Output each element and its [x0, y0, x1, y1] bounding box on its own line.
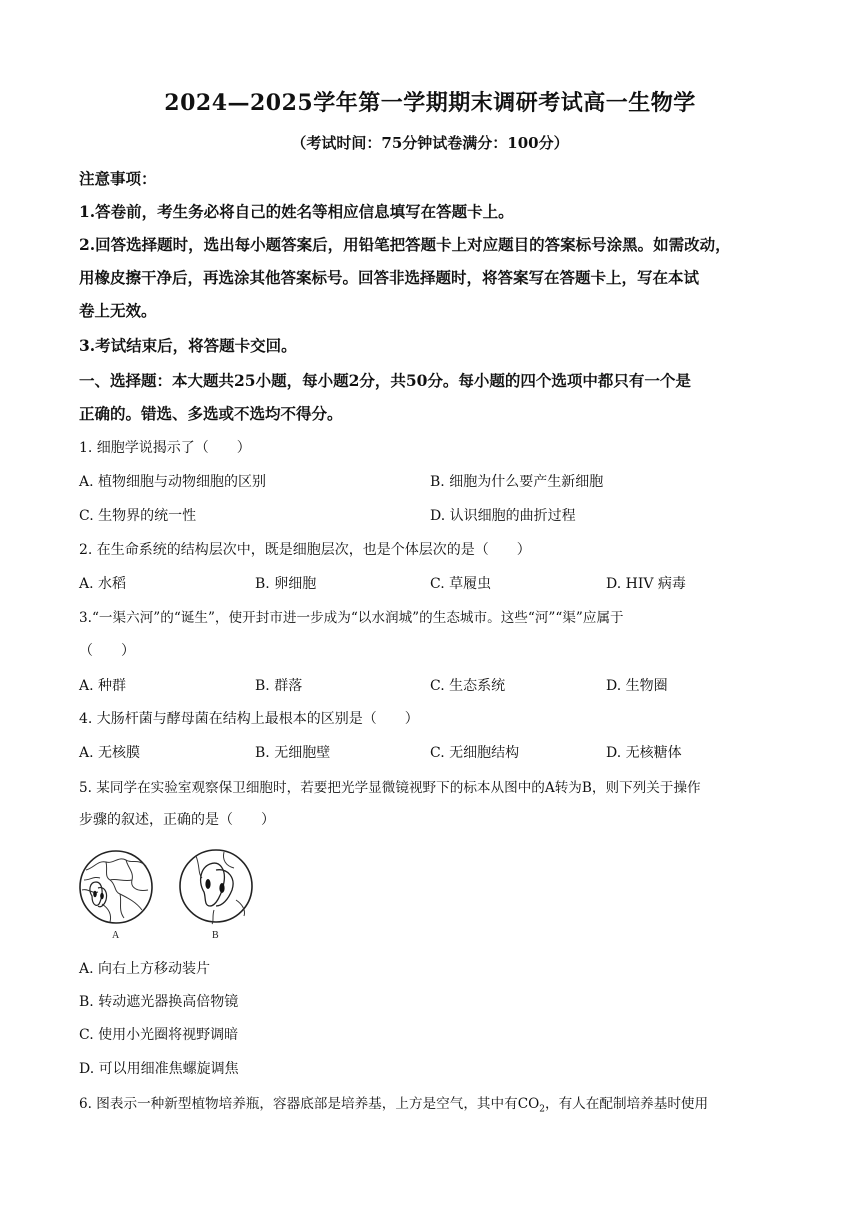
- microscope-fields-svg: [76, 840, 256, 945]
- question-5-stem-line-1: 5. 某同学在实验室观察保卫细胞时，若要把光学显微镜视野下的标本从图中的A转为B，则下列关于操作: [79, 780, 701, 796]
- question-5-stem-line-2: 步骤的叙述，正确的是（ ）: [79, 812, 275, 828]
- question-3-stem-line-1: 3.“一渠六河”的“诞生”，使开封市进一步成为“以水润城”的生态城市。这些“河”“渠”应属于: [79, 610, 624, 626]
- field-a-label: A: [112, 930, 120, 941]
- notice-heading: 注意事项：: [79, 169, 157, 188]
- notice-item-3: 3.考试结束后，将答题卡交回。: [79, 336, 297, 355]
- question-5-option-b: B. 转动遮光器换高倍物镜: [79, 994, 239, 1010]
- notice-item-2-line-1: 2.回答选择题时，选出每小题答案后，用铅笔把答题卡上对应题目的答案标号涂黑。如需改动，: [79, 235, 731, 254]
- microscope-fields-figure: [76, 840, 256, 945]
- question-1-option-c: C. 生物界的统一性: [79, 508, 197, 524]
- question-4-stem: 4. 大肠杆菌与酵母菌在结构上最根本的区别是（ ）: [79, 711, 419, 727]
- question-3-option-c: C. 生态系统: [430, 678, 506, 694]
- question-2-option-d: D. HIV 病毒: [606, 576, 686, 592]
- question-6-stem-pre: 6. 图表示一种新型植物培养瓶，容器底部是培养基，上方是空气，其中有CO: [79, 1096, 540, 1112]
- question-6-stem-subscript: 2: [539, 1104, 545, 1115]
- question-5-option-d: D. 可以用细准焦螺旋调焦: [79, 1061, 239, 1077]
- section-1-heading-line-2: 正确的。错选、多选或不选均不得分。: [79, 404, 343, 423]
- question-2-option-c: C. 草履虫: [430, 576, 492, 592]
- notice-item-2-line-2: 用橡皮擦干净后，再选涂其他答案标号。回答非选择题时，将答案写在答题卡上，写在本试: [79, 268, 700, 287]
- section-1-heading-line-1: 一、选择题：本大题共25小题，每小题2分，共50分。每小题的四个选项中都只有一个是: [79, 371, 691, 390]
- question-5-option-c: C. 使用小光圈将视野调暗: [79, 1027, 239, 1043]
- question-1-option-d: D. 认识细胞的曲折过程: [430, 508, 576, 524]
- notice-item-2-line-3: 卷上无效。: [79, 301, 157, 320]
- question-1-option-a: A. 植物细胞与动物细胞的区别: [79, 474, 267, 490]
- question-3-option-a: A. 种群: [79, 678, 127, 694]
- question-1-option-b: B. 细胞为什么要产生新细胞: [430, 474, 604, 490]
- question-4-option-a: A. 无核膜: [79, 745, 141, 761]
- question-3-stem-line-2: （ ）: [79, 643, 135, 659]
- question-6-stem-line-1: [79, 1092, 708, 1115]
- notice-item-1: 1.答卷前，考生务必将自己的姓名等相应信息填写在答题卡上。: [79, 202, 514, 221]
- field-b-label: B: [212, 930, 219, 941]
- question-4-option-c: C. 无细胞结构: [430, 745, 520, 761]
- exam-title: 2024—2025学年第一学期期末调研考试高一生物学: [164, 90, 696, 116]
- question-2-option-b: B. 卵细胞: [255, 576, 317, 592]
- question-2-stem: 2. 在生命系统的结构层次中，既是细胞层次，也是个体层次的是（ ）: [79, 542, 531, 558]
- field-a-view: [80, 851, 152, 923]
- question-2-option-a: A. 水稻: [79, 576, 127, 592]
- question-4-option-d: D. 无核糖体: [606, 745, 682, 761]
- question-5-option-a: A. 向右上方移动装片: [79, 961, 211, 977]
- question-3-option-d: D. 生物圈: [606, 678, 668, 694]
- question-3-option-b: B. 群落: [255, 678, 303, 694]
- question-4-option-b: B. 无细胞壁: [255, 745, 331, 761]
- field-b-view: [180, 850, 252, 924]
- question-6-stem-post: ，有人在配制培养基时使用: [544, 1096, 709, 1112]
- question-1-stem: 1. 细胞学说揭示了（ ）: [79, 440, 251, 456]
- exam-subtitle: （考试时间：75分钟试卷满分：100分）: [291, 134, 569, 152]
